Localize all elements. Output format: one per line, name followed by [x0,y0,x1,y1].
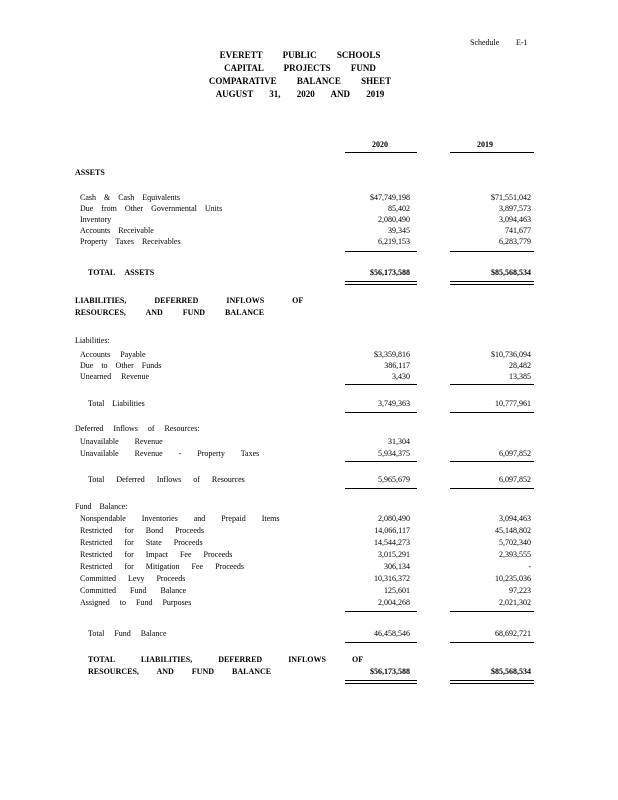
asset-row-value-2020: 2,080,490 [378,215,410,224]
deferred-row-value-2019: 6,097,852 [499,449,531,458]
subtotal-rule [345,251,417,252]
subtotal-rule [345,488,417,489]
double-rule [450,680,534,684]
fund-row-label: Nonspendable Inventories and Prepaid Items [80,514,280,523]
fund-row-label: Committed Fund Balance [80,586,187,595]
fund-row-value-2019: - [528,562,531,571]
column-header-2020: 2020 [372,140,388,149]
liability-row-value-2019: 28,482 [509,361,531,370]
fund-row-label: Restricted for Impact Fee Proceeds [80,550,233,559]
liabilities-section-heading-2: RESOURCES, AND FUND BALANCE [75,308,265,317]
deferred-heading: Deferred Inflows of Resources: [75,424,200,433]
asset-row-label: Property Taxes Receivables [80,237,181,246]
total-deferred-label: Total Deferred Inflows of Resources [88,475,245,484]
asset-row-value-2020: 6,219,153 [378,237,410,246]
fund-row-label: Restricted for Mitigation Fee Proceeds [80,562,244,571]
liabilities-section-heading-1: LIABILITIES, DEFERRED INFLOWS OF [75,296,304,305]
grand-total-2020: $56,173,588 [370,667,410,676]
fund-row-label: Committed Levy Proceeds [80,574,186,583]
fund-row-value-2020: 2,004,268 [378,598,410,607]
subtotal-rule [450,461,534,462]
fund-row-value-2020: 125,601 [384,586,410,595]
liability-row-label: Accounts Payable [80,350,146,359]
asset-row-value-2019: 3,094,463 [499,215,531,224]
total-liabilities-2019: 10,777,961 [495,399,531,408]
fund-row-value-2019: 5,702,340 [499,538,531,547]
subtotal-rule [450,642,534,643]
liability-row-value-2019: 13,385 [509,372,531,381]
fund-balance-heading: Fund Balance: [75,502,128,511]
fund-row-value-2019: 45,148,802 [495,526,531,535]
fund-row-value-2019: 10,235,036 [495,574,531,583]
subtotal-rule [345,642,417,643]
total-liabilities-2020: 3,749,363 [378,399,410,408]
fund-row-value-2020: 10,316,372 [374,574,410,583]
fund-row-value-2020: 14,066,117 [374,526,410,535]
deferred-row-value-2020: 5,934,375 [378,449,410,458]
fund-row-value-2020: 14,544,273 [374,538,410,547]
grand-total-2019: $85,568,534 [491,667,531,676]
total-fund-balance-2020: 46,458,546 [374,629,410,638]
fund-row-value-2019: 2,393,555 [499,550,531,559]
total-assets-2020: $56,173,588 [370,268,410,277]
asset-row-label: Cash & Cash Equivalents [80,193,180,202]
title-line-4: AUGUST 31, 2020 AND 2019 [215,89,385,99]
double-rule [450,281,534,285]
liability-row-value-2020: $3,359,816 [374,350,410,359]
column-rule-2020 [345,152,417,153]
title-line-1: EVERETT PUBLIC SCHOOLS [219,50,381,60]
assets-heading: ASSETS [75,168,105,177]
deferred-row-label: Unavailable Revenue - Property Taxes [80,449,260,458]
title-line-2: CAPITAL PROJECTS FUND [224,63,376,73]
fund-row-label: Restricted for Bond Proceeds [80,526,204,535]
subtotal-rule [345,412,417,413]
fund-row-value-2020: 306,134 [384,562,410,571]
fund-row-label: Assigned to Fund Purposes [80,598,192,607]
liabilities-heading: Liabilities: [75,336,110,345]
double-rule [345,281,417,285]
grand-total-label-1: TOTAL LIABILITIES, DEFERRED INFLOWS OF [88,655,364,664]
total-fund-balance-2019: 68,692,721 [495,629,531,638]
subtotal-rule [450,251,534,252]
asset-row-label: Inventory [80,215,112,224]
asset-row-value-2019: 3,897,573 [499,204,531,213]
deferred-row-value-2020: 31,304 [388,437,410,446]
asset-row-value-2019: 6,283,779 [499,237,531,246]
title-line-3: COMPARATIVE BALANCE SHEET [208,76,392,86]
fund-row-value-2020: 2,080,490 [378,514,410,523]
asset-row-value-2019: 741,677 [505,226,531,235]
fund-row-value-2019: 2,021,302 [499,598,531,607]
column-rule-2019 [450,152,534,153]
liability-row-value-2020: 386,117 [384,361,410,370]
subtotal-rule [450,384,534,385]
liability-row-value-2019: $10,736,094 [491,350,531,359]
schedule-id: E-1 [516,38,528,47]
column-header-2019: 2019 [477,140,493,149]
fund-row-label: Restricted for State Proceeds [80,538,203,547]
fund-row-value-2020: 3,015,291 [378,550,410,559]
asset-row-label: Due from Other Governmental Units [80,204,223,213]
subtotal-rule [450,488,534,489]
fund-row-value-2019: 3,094,463 [499,514,531,523]
asset-row-value-2020: 39,345 [388,226,410,235]
total-deferred-2020: 5,965,679 [378,475,410,484]
total-liabilities-label: Total Liabilities [88,399,145,408]
liability-row-value-2020: 3,430 [392,372,410,381]
total-assets-2019: $85,568,534 [491,268,531,277]
liability-row-label: Due to Other Funds [80,361,162,370]
asset-row-value-2019: $71,551,042 [491,193,531,202]
asset-row-label: Accounts Receivable [80,226,154,235]
subtotal-rule [345,611,417,612]
subtotal-rule [345,461,417,462]
liability-row-label: Unearned Revenue [80,372,150,381]
asset-row-value-2020: 85,402 [388,204,410,213]
total-assets-label: TOTAL ASSETS [88,268,155,277]
total-deferred-2019: 6,097,852 [499,475,531,484]
subtotal-rule [450,611,534,612]
grand-total-label-2: RESOURCES, AND FUND BALANCE [88,667,272,676]
schedule-label: Schedule [470,38,500,47]
subtotal-rule [345,384,417,385]
double-rule [345,680,417,684]
deferred-row-label: Unavailable Revenue [80,437,163,446]
fund-row-value-2019: 97,223 [509,586,531,595]
asset-row-value-2020: $47,749,198 [370,193,410,202]
subtotal-rule [450,412,534,413]
total-fund-balance-label: Total Fund Balance [88,629,167,638]
